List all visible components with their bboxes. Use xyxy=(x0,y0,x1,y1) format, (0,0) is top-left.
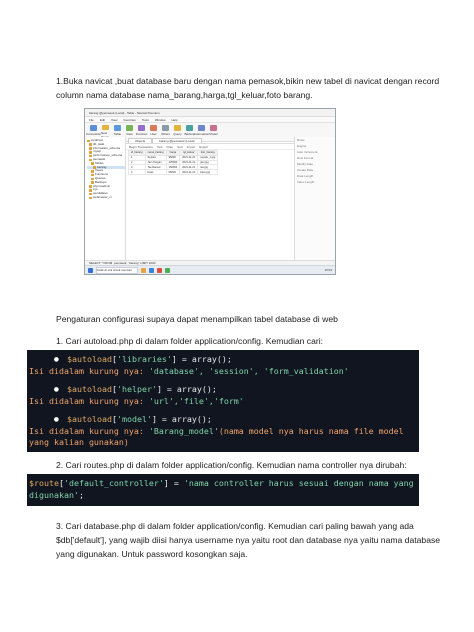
taskbar-search[interactable]: Ketik di sini untuk mencari xyxy=(96,267,138,274)
filter-button[interactable]: Filter xyxy=(166,144,174,149)
step-2-text: 2. Cari routes.php di dalam folder application/config. Kemudian nama controller nya dirubah: xyxy=(56,460,407,470)
tree-item[interactable]: Queries xyxy=(87,177,125,181)
data-grid xyxy=(128,150,218,175)
text-button[interactable]: Text xyxy=(157,144,163,149)
app-icon[interactable] xyxy=(157,268,162,273)
info-label: Modify Date xyxy=(297,162,314,166)
table-cell[interactable]: 2 xyxy=(129,160,146,165)
table-cell[interactable]: 125000 xyxy=(166,160,180,165)
column-header[interactable]: foto_barang xyxy=(198,151,218,156)
code-line: Isi didalam kurung nya: 'Barang_model'(nama model nya harus nama file model yang kalian gunakan) xyxy=(29,425,409,447)
toolbar-model[interactable]: Model xyxy=(209,125,218,139)
info-label: Rows xyxy=(297,138,305,142)
tree-item[interactable]: information_schema xyxy=(87,147,125,151)
taskbar-clock: 15:04 xyxy=(324,268,332,272)
table-cell[interactable]: 95000 xyxy=(166,155,180,160)
model-icon xyxy=(210,125,217,131)
bullet-icon: ● xyxy=(53,416,59,423)
browser-icon[interactable] xyxy=(149,268,154,273)
toolbar-user[interactable]: User xyxy=(149,125,158,139)
tree-item[interactable]: db_tasik xyxy=(87,143,125,147)
intro-line-1: 1.Buka navicat ,buat database baru dengan nama pemasok,bikin new tabel di navicat dengan record xyxy=(56,76,440,86)
toolbar-new-query[interactable]: New xyxy=(101,125,110,139)
step-3-line-3: yang digunakan. Untuk password kosongkan saja. xyxy=(56,549,248,559)
tree-item[interactable]: localhost xyxy=(87,139,125,143)
table-cell[interactable]: Kaos xyxy=(145,170,166,175)
toolbar-function[interactable]: Function xyxy=(137,125,146,139)
object-info-panel xyxy=(294,137,335,260)
automation-icon xyxy=(198,125,205,131)
table-icon xyxy=(114,125,121,131)
backup-icon xyxy=(186,125,193,131)
sort-button[interactable]: Sort xyxy=(177,144,183,149)
status-query: SELECT * FROM `pemasok`.`barang` LIMIT 1000 xyxy=(89,261,156,265)
windows-taskbar xyxy=(85,265,335,274)
info-label: Data Length xyxy=(297,174,314,178)
table-cell[interactable]: 2021-11-21 xyxy=(180,170,198,175)
table-cell[interactable]: jam.jpg xyxy=(198,160,218,165)
toolbar-others[interactable]: Others xyxy=(161,125,170,139)
query-icon xyxy=(102,125,109,130)
table-cell[interactable]: 150000 xyxy=(166,165,180,170)
column-header[interactable]: id_barang xyxy=(129,151,146,156)
info-label: Index Length xyxy=(297,180,315,184)
code-line: ● $autoload [ 'helper' ] = array(); xyxy=(29,384,417,396)
table-cell[interactable]: tas.jpg xyxy=(198,165,218,170)
code-line: Isi didalam kurung nya: 'database', 'session', 'form_validation' xyxy=(29,365,349,376)
menu-window[interactable]: Window xyxy=(154,117,166,122)
code-block-autoload xyxy=(27,350,419,452)
toolbar-view[interactable]: View xyxy=(125,125,134,139)
file-explorer-icon[interactable] xyxy=(141,268,146,273)
step-3-paragraph xyxy=(56,519,440,561)
code-line: Isi didalam kurung nya: 'url','file','form' xyxy=(29,395,244,406)
table-cell[interactable]: 1 xyxy=(129,155,146,160)
menu-help[interactable]: Help xyxy=(171,117,178,122)
function-icon xyxy=(138,125,145,131)
table-cell[interactable]: kaos.jpg xyxy=(198,170,218,175)
code-line: ● $autoload [ 'model' ] = array(); xyxy=(29,414,417,426)
toolbar-query[interactable]: Query xyxy=(173,125,182,139)
tree-item[interactable]: Backups xyxy=(87,181,125,185)
table-cell[interactable]: Sepatu xyxy=(145,155,166,160)
tree-item[interactable]: phpmyadmin xyxy=(87,185,125,189)
connection-icon xyxy=(90,125,97,131)
windows-start-icon[interactable] xyxy=(88,268,93,273)
step-1-text: 1. Cari autoload.php di dalam folder application/config. Kemudian cari: xyxy=(56,336,324,346)
column-header[interactable]: harga xyxy=(166,151,180,156)
intro-paragraph xyxy=(56,74,439,102)
table-cell[interactable]: 2021-11-21 xyxy=(180,155,198,160)
column-header[interactable]: nama_barang xyxy=(145,151,166,156)
navicat-screenshot xyxy=(84,108,336,275)
export-button[interactable]: Export xyxy=(199,144,208,149)
table-editor xyxy=(126,137,294,260)
table-cell[interactable]: Tas Ransel xyxy=(145,165,166,170)
import-button[interactable]: Import xyxy=(186,144,196,149)
code-line: $route['default_controller'] = 'nama controller harus sesuai dengan nama yang digunakan'; xyxy=(29,478,419,500)
toolbar-table[interactable]: Table xyxy=(113,125,122,139)
others-icon xyxy=(162,125,169,131)
view-icon xyxy=(126,125,133,131)
bullet-icon: ● xyxy=(53,386,59,393)
menu-favorites[interactable]: Favorites xyxy=(123,117,136,122)
tree-item[interactable]: Views xyxy=(87,169,125,173)
toolbar-automation[interactable]: Automation xyxy=(197,125,206,139)
connection-tree xyxy=(85,137,126,260)
step-3-line-1: 3. Cari database.php di dalam folder application/config. Kemudian cari paling bawah yang ada xyxy=(56,521,414,531)
tree-item[interactable]: Functions xyxy=(87,173,125,177)
section-title: Pengaturan configurasi supaya dapat menampilkan tabel database di web xyxy=(56,314,338,324)
table-cell[interactable]: 65000 xyxy=(166,170,180,175)
info-label: Engine xyxy=(297,144,307,148)
toolbar-backup[interactable]: Backup xyxy=(185,125,194,139)
step-3-line-2: $db['default'], yang wajib diisi hanya username nya yaitu root dan database nya yaitu nama database xyxy=(56,535,441,545)
table-cell[interactable]: Jam Tangan xyxy=(145,160,166,165)
table-cell[interactable]: 2021-11-21 xyxy=(180,165,198,170)
menu-edit[interactable]: Edit xyxy=(99,117,106,122)
tab-objects[interactable]: Objects xyxy=(128,138,152,143)
table-cell[interactable]: 2021-11-21 xyxy=(180,160,198,165)
info-label: Row Format xyxy=(297,156,314,160)
code-line: ● $autoload [ 'libraries' ] = array(); xyxy=(29,354,417,366)
window-titlebar xyxy=(85,109,335,117)
tree-item-selected[interactable]: barang xyxy=(87,166,125,170)
menu-tools[interactable]: Tools xyxy=(141,117,149,122)
tab-barang[interactable]: barang @pemasok (Local) xyxy=(152,138,201,143)
tree-item[interactable]: pendidikan xyxy=(87,192,125,196)
user-icon xyxy=(150,125,157,131)
tree-item[interactable]: Tables xyxy=(87,162,125,166)
menu-view[interactable]: View xyxy=(111,117,118,122)
workspace xyxy=(85,137,335,260)
toolbar-connection[interactable]: Connection xyxy=(89,125,98,139)
editor-tabs xyxy=(126,137,294,144)
code-block-routes xyxy=(27,474,419,506)
tree-item[interactable]: mysql xyxy=(87,150,125,154)
table-cell[interactable]: 3 xyxy=(129,165,146,170)
column-header[interactable]: tgl_keluar xyxy=(180,151,198,156)
window-title: barang @pemasok (Local) - Table - Navicat Premium xyxy=(89,110,160,115)
tree-item[interactable]: sys xyxy=(87,188,125,192)
table-row[interactable] xyxy=(129,170,218,175)
begin-transaction-button[interactable]: Begin Transaction xyxy=(129,144,154,149)
navicat-icon[interactable] xyxy=(165,268,170,273)
table-cell[interactable]: sepatu_1.jpg xyxy=(198,155,218,160)
tree-item[interactable]: performance_schema xyxy=(87,154,125,158)
intro-line-2: column nama database nama_barang,harga,tgl_keluar,foto barang. xyxy=(56,90,313,100)
bullet-icon: ● xyxy=(53,356,59,363)
info-label: Auto Increment xyxy=(297,150,318,154)
menu-file[interactable]: File xyxy=(89,117,94,122)
table-cell[interactable]: 4 xyxy=(129,170,146,175)
info-label: Create Date xyxy=(297,168,314,172)
tree-item[interactable]: webmaster_ci xyxy=(87,196,125,200)
tree-item[interactable]: pemasok xyxy=(87,158,125,162)
query-icon xyxy=(174,125,181,131)
